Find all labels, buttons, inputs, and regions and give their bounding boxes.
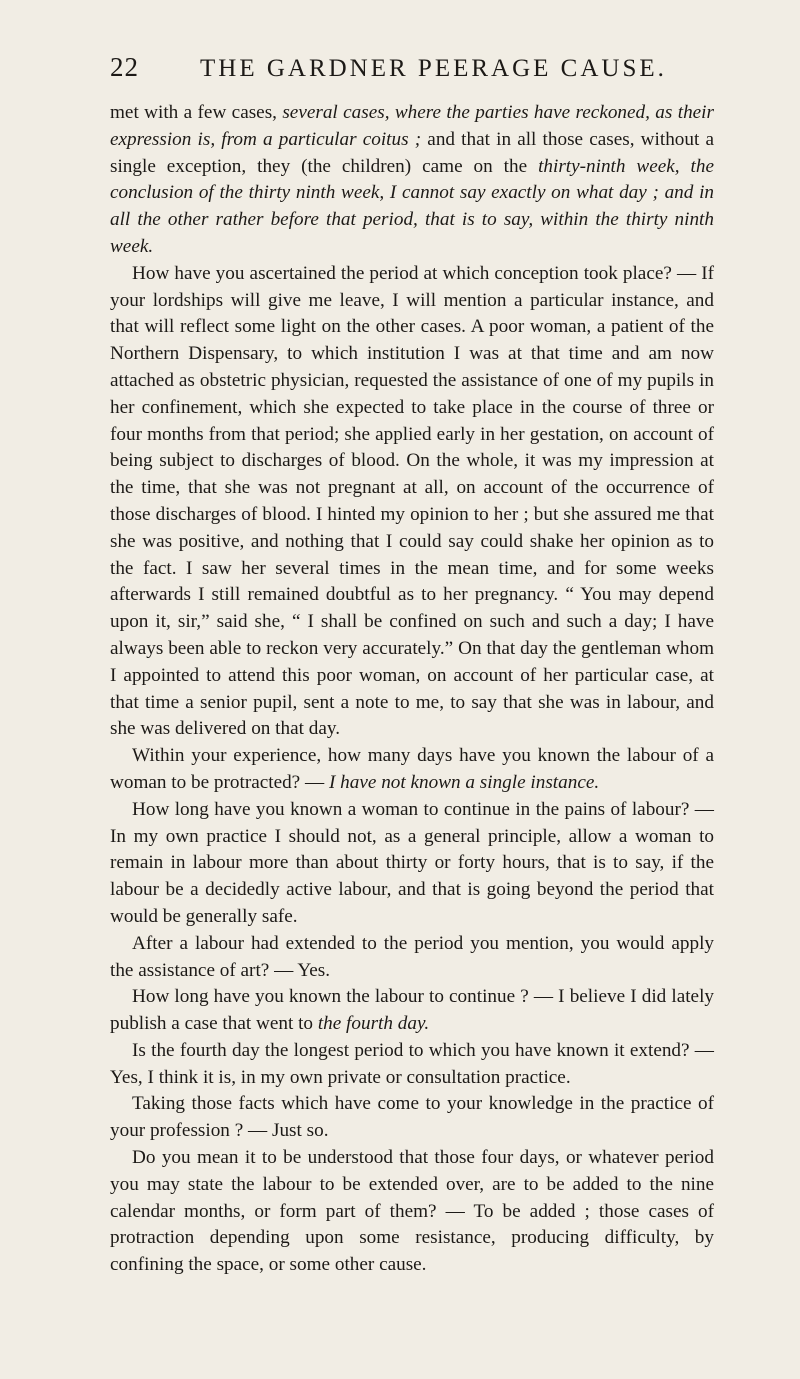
text-run: Within your experience, how many days have you known the labour of a woman to be protracted? —	[110, 745, 714, 793]
running-title: THE GARDNER PEERAGE CAUSE.	[200, 55, 667, 82]
text-run: Taking those facts which have come to your knowledge in the practice of your profession ? — Just so.	[110, 1093, 714, 1142]
page-header	[110, 52, 714, 92]
paragraph	[110, 797, 714, 931]
text-run: How long have you known a woman to continue in the pains of labour? — In my own practice I should not, as a general principle, allow a woman to remain in labour more than about thirty or forty hours, that is to say, if the labour be a decidedly active labour, and that is going beyond the period that would be generally safe.	[110, 798, 714, 927]
paragraph	[110, 261, 714, 743]
paragraph	[110, 931, 714, 985]
text-run: After a labour had extended to the period you mention, you would apply the assistance of art? — Yes.	[110, 932, 714, 981]
page-number: 22	[110, 52, 139, 82]
body-text	[110, 100, 714, 1279]
italic-text: thirty-ninth week, the conclusion of the thirty ninth week, I cannot say exactly on what day ; and in all the other rather before that period, that is to say, within the thirty ninth week.	[110, 155, 714, 257]
italic-text: the fourth day.	[317, 1013, 430, 1035]
paragraph	[110, 1038, 714, 1092]
text-run: Is the fourth day the longest period to which you have known it extend? — Yes, I think it is, in my own private or consultation practice.	[110, 1039, 714, 1088]
text-run: Do you mean it to be understood that those four days, or whatever period you may state the labour to be extended over, are to be added to the nine calendar months, or form part of them? — To be added ; those cases of protraction depending upon some resistance, producing difficulty, by confining the space, or some other cause.	[110, 1147, 714, 1276]
italic-text: I have not known a single instance.	[328, 771, 600, 793]
paragraph	[110, 984, 714, 1038]
paragraph	[110, 100, 714, 261]
paragraph	[110, 1145, 714, 1279]
paragraph	[110, 743, 714, 797]
paragraph	[110, 1091, 714, 1145]
text-run: and that in all those cases, without a single exception, they (the children) came on the	[110, 128, 714, 177]
text-run: How long have you known the labour to continue ? — I believe I did lately publish a case that went to	[110, 986, 714, 1035]
italic-text: several cases, where the parties have reckoned, as their expression is, from a particular coitus ;	[110, 102, 714, 150]
text-run: met with a few cases,	[110, 102, 283, 123]
text-run: How have you ascertained the period at which conception took place? — If your lordships will give me leave, I will mention a particular instance, and that will reflect some light on the other cases. A poor woman, a patient of the Northern Dispensary, to which institution I was at that time and am now attached as obstetric physician, requested the assistance of one of my pupils in her confinement, which she expected to take place in the course of three or four months from that period; she applied early in her gestation, on account of being subject to discharges of blood. On the whole, it was my impression at the time, that she was not pregnant at all, on account of the occurrence of those discharges of blood. I hinted my opinion to her ; but she assured me that she was positive, and nothing that I could say could shake her opinion as to the fact. I saw her several times in the mean time, and for some weeks afterwards I still remained doubtful as to her pregnancy. “ You may depend upon it, sir,” said she, “ I shall be confined on such and such a day; I have always been able to reckon very accurately.” On that day the gentleman whom I appointed to attend this poor woman, on account of her particular case, at that time a senior pupil, sent a note to me, to say that she was in labour, and she was delivered on that day.	[110, 262, 714, 740]
